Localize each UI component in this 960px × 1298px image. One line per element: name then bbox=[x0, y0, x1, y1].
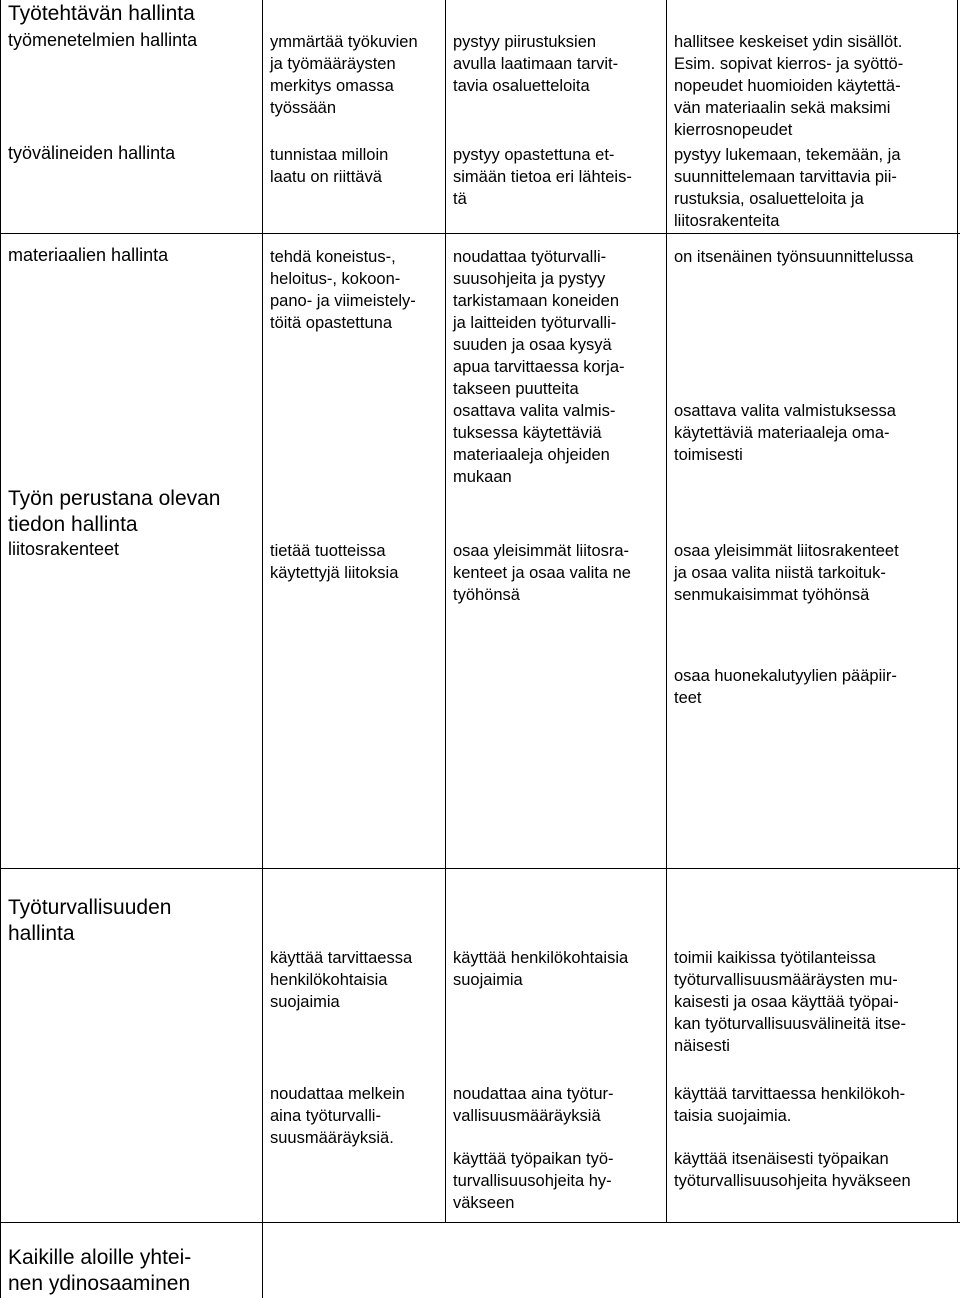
grid-line-row2 bbox=[0, 868, 960, 869]
grid-line-col2 bbox=[445, 0, 446, 1222]
grid-line-col3 bbox=[666, 0, 667, 1222]
row-label-tyovalineet: työvälineiden hallinta bbox=[8, 143, 176, 163]
grid-line-right bbox=[957, 0, 958, 1222]
row-label-materiaalit: materiaalien hallinta bbox=[8, 245, 169, 265]
row-label-tyomenetelmat: työmenetelmien hallinta bbox=[8, 30, 198, 50]
section-heading-tyotehtava: Työtehtävän hallinta bbox=[8, 2, 195, 25]
grid-line-col1 bbox=[262, 0, 263, 1298]
grid-line-left bbox=[0, 0, 1, 1298]
grid-line-row3 bbox=[0, 1222, 960, 1223]
row-label-liitosrakenteet: liitosrakenteet bbox=[8, 539, 120, 559]
grid-line-row1 bbox=[0, 233, 960, 234]
